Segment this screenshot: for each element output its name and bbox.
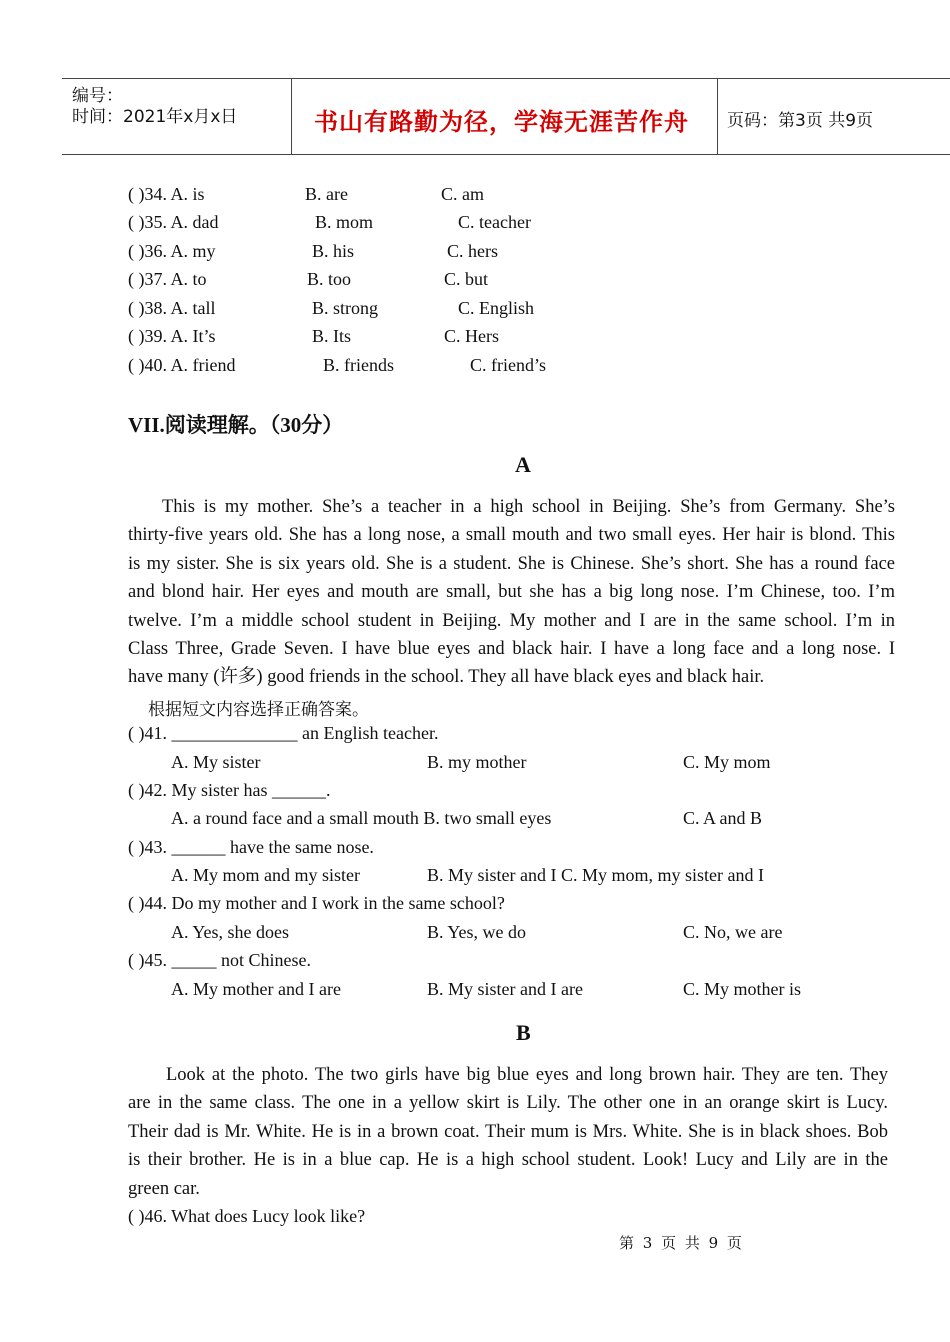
- option-c: C. hers: [447, 241, 498, 261]
- option-b: B. my mother: [427, 752, 527, 772]
- option-c: C. friend’s: [470, 355, 546, 375]
- instruction: 根据短文内容选择正确答案。: [148, 700, 369, 720]
- header-divider-left: [291, 78, 292, 155]
- passage-line: Class Three, Grade Seven. I have blue eyes and black hair. I have a long face and a long nose. I: [128, 638, 895, 659]
- option-b: B. Its: [312, 326, 352, 346]
- option-b: B. too: [307, 269, 352, 289]
- section-title: VII.阅读理解。（30分）: [128, 413, 344, 437]
- question-45: ( )45. _____ not Chinese.: [128, 950, 311, 970]
- passage-line: thirty-five years old. She has a long nose, a small mouth and two small eyes. Her hair is blond. This: [128, 525, 895, 546]
- option-c: C. teacher: [458, 212, 531, 232]
- passage-b-title: B: [516, 1020, 531, 1045]
- header-time-label: 时间：2021年x月x日: [72, 107, 238, 127]
- option-a: A. My mother and I are: [171, 979, 341, 999]
- passage-line: is my sister. She is six years old. She is a student. She is Chinese. She’s short. She has a round face: [128, 553, 895, 574]
- option-c: C. No, we are: [683, 922, 783, 942]
- option-a: A. Yes, she does: [171, 922, 290, 942]
- question-44: ( )44. Do my mother and I work in the same school?: [128, 893, 505, 913]
- option-b: B. My sister and I are: [427, 979, 583, 999]
- cloze-row-38: ( )38. A. tall: [128, 298, 216, 318]
- option-a: A. My sister: [171, 752, 261, 772]
- passage-line: and blond hair. Her eyes and mouth are small, but she has a big long nose. I’m Chinese, too. I’m: [128, 582, 895, 603]
- passage-line: are in the same class. The one in a yellow skirt is Lily. The other one in an orange skirt is Lucy.: [128, 1093, 888, 1114]
- passage-line: twelve. I’m a middle school student in Beijing. My mother and I are in the same school. I’m in: [128, 610, 895, 631]
- option-c: C. My mom: [683, 752, 771, 772]
- question-43: ( )43. ______ have the same nose.: [128, 837, 374, 857]
- cloze-row-40: ( )40. A. friend: [128, 355, 236, 375]
- header-top-border: [62, 78, 950, 79]
- option-c: C. My mother is: [683, 979, 802, 999]
- option-c: C. Hers: [444, 326, 499, 346]
- option-a: ( )34. A. is: [128, 184, 205, 204]
- header-page-info: 页码：第3页 共9页: [727, 111, 874, 131]
- option-b: B. strong: [312, 298, 379, 318]
- option-b: B. his: [312, 241, 355, 261]
- question-42: ( )42. My sister has ______.: [128, 780, 331, 800]
- cloze-row-37: ( )37. A. to: [128, 269, 207, 289]
- option-b: B. mom: [315, 212, 374, 232]
- passage-line: Their dad is Mr. White. He is in a brown coat. Their mum is Mrs. White. She is in black shoes. Bob: [128, 1121, 888, 1142]
- header-bottom-border: [62, 154, 950, 155]
- option-b: B. are: [305, 184, 348, 204]
- cloze-row-39: ( )39. A. It’s: [128, 326, 216, 346]
- passage-line: have many (许多) good friends in the school. They all have black eyes and black hair.: [128, 667, 765, 688]
- option-c: C. A and B: [683, 808, 763, 828]
- question-46: ( )46. What does Lucy look like?: [128, 1206, 366, 1226]
- passage-line: This is my mother. She’s a teacher in a high school in Beijing. She’s from Germany. She’s: [162, 497, 895, 517]
- cloze-row-36: ( )36. A. my: [128, 241, 216, 261]
- passage-line: Look at the photo. The two girls have big blue eyes and long brown hair. They are ten. They: [166, 1065, 888, 1085]
- option-b: B. friends: [323, 355, 394, 375]
- option-c: C. English: [458, 298, 535, 318]
- option-c: C. am: [441, 184, 484, 204]
- option-a: A. a round face and a small mouth B. two small eyes: [171, 808, 552, 828]
- header-divider-right: [717, 78, 718, 155]
- passage-a-title: A: [515, 452, 531, 477]
- option-b: B. My sister and I C. My mom, my sister and I: [427, 865, 764, 885]
- header-motto: 书山有路勤为径，学海无涯苦作舟: [314, 108, 689, 136]
- option-a: A. My mom and my sister: [171, 865, 360, 885]
- cloze-row-35: ( )35. A. dad: [128, 212, 219, 232]
- option-c: C. but: [444, 269, 489, 289]
- passage-line: green car.: [128, 1178, 200, 1199]
- option-b: B. Yes, we do: [427, 922, 527, 942]
- passage-a-text: [128, 493, 895, 692]
- page-footer: 第 3 页 共 9 页: [619, 1234, 744, 1252]
- header-number-label: 编号：: [72, 86, 123, 106]
- cloze-row-34: [128, 184, 205, 205]
- passage-line: is their brother. He is in a blue cap. He is a high school student. Look! Lucy and Lily are in the: [128, 1150, 888, 1171]
- passage-b-text: [128, 1061, 888, 1203]
- question-41: ( )41. ______________ an English teacher.: [128, 723, 439, 743]
